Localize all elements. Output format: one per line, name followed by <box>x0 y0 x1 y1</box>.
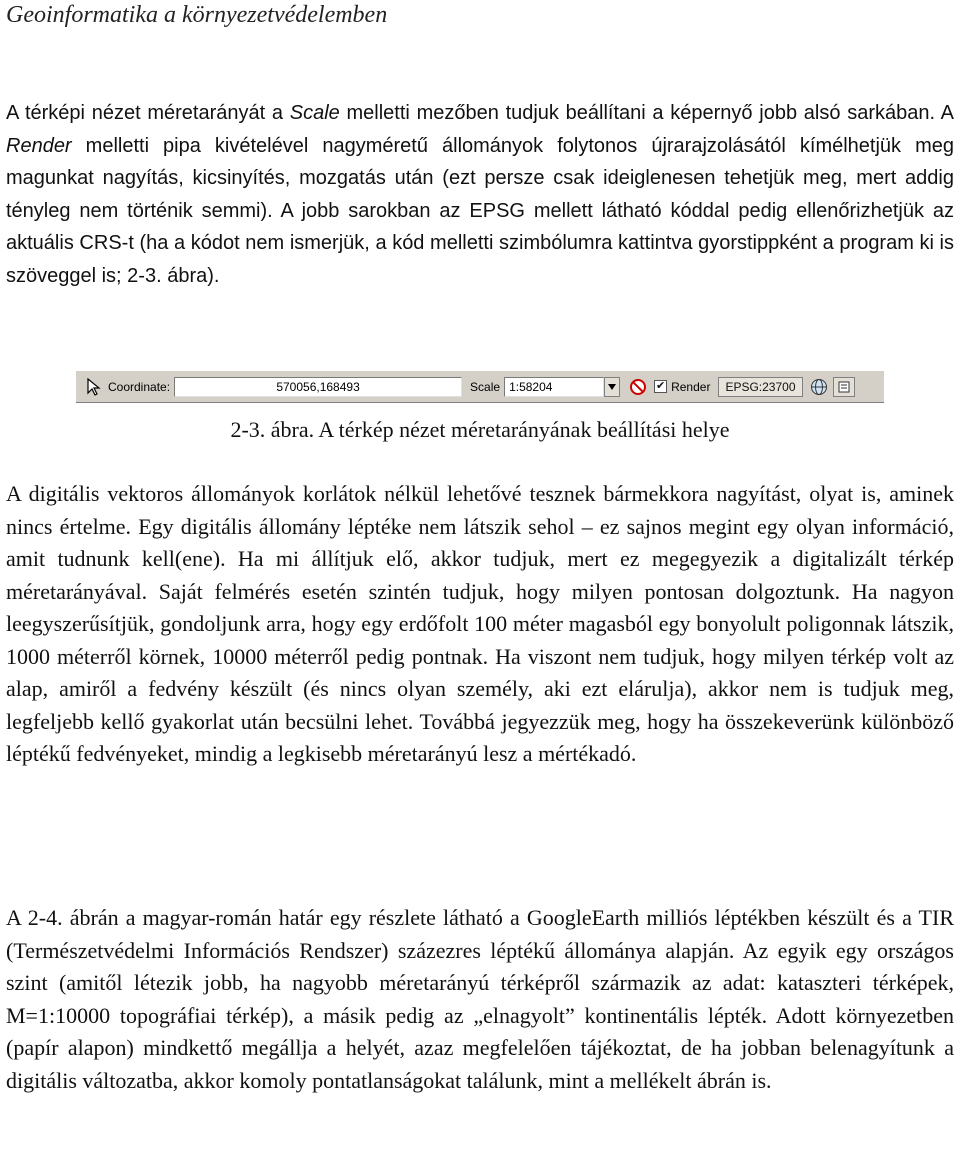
paragraph-text: melletti mezőben tudjuk beállítani a képernyő jobb alsó sarkában. A <box>339 102 954 124</box>
scale-term: Scale <box>289 102 340 124</box>
render-checkbox[interactable]: ✔ <box>655 380 666 392</box>
messages-icon[interactable] <box>833 377 855 397</box>
paragraph-text: melletti pipa kivételével nagyméretű állományok folytonos újrarajzolásától kímélhetjük meg magunkat nagyítás, kicsinyítés, mozgatás után (ezt persze csak ideiglenesen tehetjük meg, mert addig tényleg nem történik semmi). A jobb sarokban az EPSG mellett látható kóddal pedig ellenőrizhetjük az aktuális CRS-t (ha a kódot nem ismerjük, a kód melletti szimbólumra kattintva gyorstippként a program ki is szöveggel is; 2-3. ábra). <box>6 134 954 287</box>
scale-input[interactable]: 1:58204 <box>504 377 604 397</box>
scale-dropdown-icon[interactable] <box>604 377 620 397</box>
coordinate-field[interactable]: 570056,168493 <box>174 377 462 397</box>
crs-globe-icon[interactable] <box>809 377 829 397</box>
coordinate-label: Coordinate: <box>108 379 171 394</box>
figure-caption: 2-3. ábra. A térkép nézet méretarányának beállítási helye <box>230 417 730 442</box>
mouse-pointer-icon[interactable] <box>84 377 104 397</box>
render-label: Render <box>671 379 711 394</box>
qgis-status-bar <box>76 370 884 403</box>
paragraph-figure-2-4: A 2-4. ábrán a magyar-román határ egy részlete látható a GoogleEarth milliós léptékben készült és a TIR (Természetvédelmi Információs Rendszer) százezres léptékű állománya alapján. Az egyik egy országos szint (amitől létezik jobb, ha nagyobb méretarányú térképről származik az adat: kataszteri térképek, M=1:10000 topográfiai térkép), a másik pedig az „elnagyolt” kontinentális lépték. Adott környezetben (papír alapon) mindkettő megállja a helyét, azaz megfelelően tájékoztat, de ha jobban belenagyítunk a digitális változatba, akkor komoly pontatlanságokat találunk, mint a mellékelt ábrán is. <box>6 905 954 1093</box>
paragraph-scale-render <box>6 97 954 292</box>
paragraph-digital-scale: A digitális vektoros állományok korlátok nélkül lehetővé tesznek bármekkora nagyítást, olyat is, aminek nincs értelme. Egy digitális állomány léptéke nem látszik sehol – ez sajnos megint egy olyan információ, amit tudnunk kell(ene). Ha mi állítjuk elő, akkor tudjuk, mert ez megegyezik a digitalizált térkép méretarányával. Saját felmérés esetén szintén tudjuk, hogy milyen pontosan dolgoztunk. Ha nagyon leegyszerűsítjük, gondoljunk arra, hogy egy erdőfolt 100 méter magasból egy bonyolult poligonnak látszik, 1000 méterről körnek, 10000 méterről pedig pontnak. Ha viszont nem tudjuk, hogy milyen térkép volt az alap, amiről a fedvény készült (és nincs olyan személy, aki ezt elárulja), akkor nem is tudjuk meg, legfeljebb kellő gyakorlat után becsülni lehet. Továbbá jegyezzük meg, hogy ha összekeverünk különböző léptékű fedvényeket, mindig a legkisebb méretarányú lesz a mértékadó. <box>6 481 954 766</box>
stop-render-icon[interactable] <box>628 377 648 397</box>
crs-status-button[interactable]: EPSG:23700 <box>718 377 802 397</box>
render-term: Render <box>6 134 72 157</box>
paragraph-text: A térképi nézet méretarányát a <box>6 102 290 124</box>
scale-label: Scale <box>470 379 501 394</box>
running-header: Geoinformatika a környezetvédelemben <box>6 2 388 28</box>
